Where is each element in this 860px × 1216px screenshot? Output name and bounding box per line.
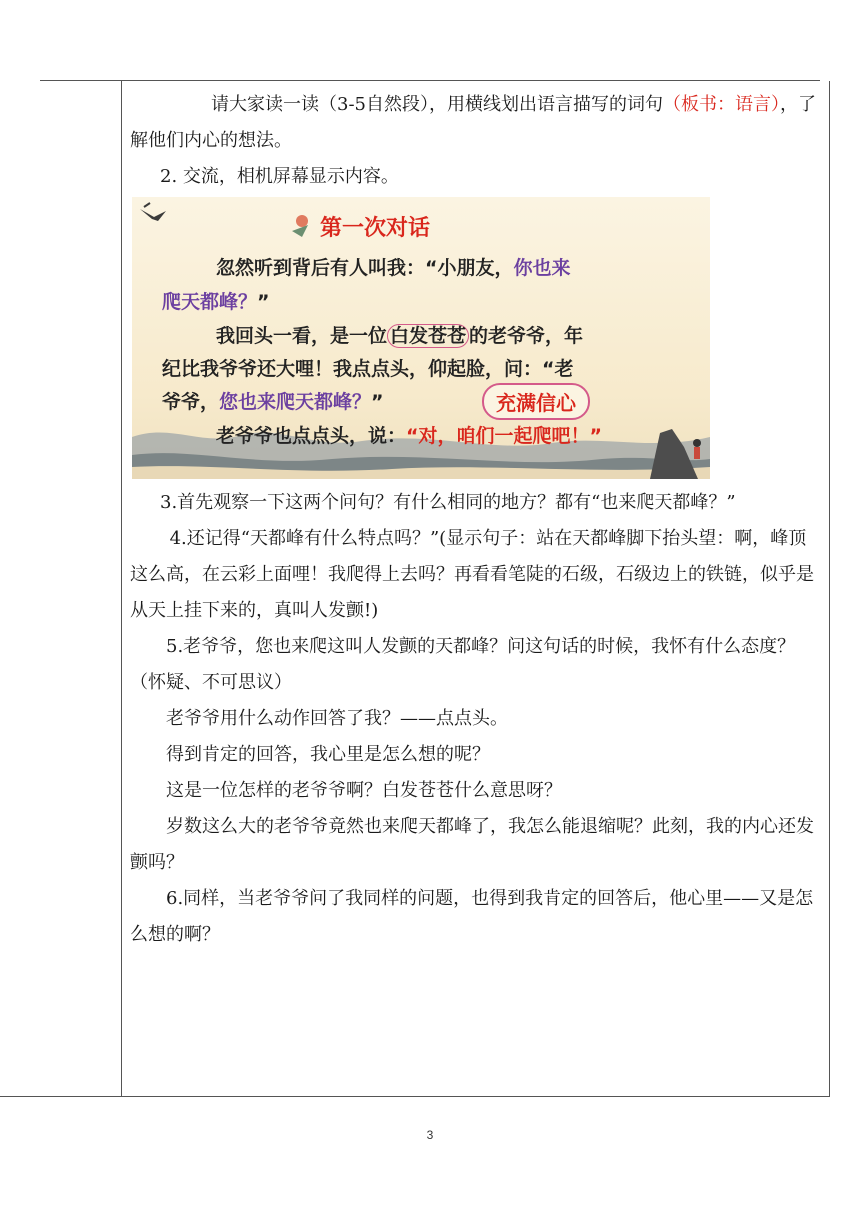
paragraph-instruction [130,87,822,159]
bird-icon [140,203,166,221]
slide-text: 爷爷， [162,391,220,413]
slide-text: 忽然听到背后有人叫我：“小朋友， [216,257,514,279]
slide-line-4: 纪比我爷爷还大哩！我点点头，仰起脸，问：“老 [162,358,574,380]
slide-line-3 [216,321,583,351]
instruction-tail: ，了解他们内心的想法。 [130,94,816,151]
lesson-table [0,81,830,1097]
slide-text: 老爷爷也点点头，说： [216,425,407,447]
paragraph-step-2: 2. 交流，相机屏幕显示内容。 [160,166,399,187]
paragraph-question-1: 老爷爷用什么动作回答了我？——点点头。 [166,708,508,729]
paragraph-step-4: 4.还记得“天都峰有什么特点吗？”(显示句子：站在天都峰脚下抬头望：啊，峰顶这么高，在云彩上面哩！我爬得上去吗？再看看笔陡的石级，石级边上的铁链，似乎是从天上挂下来的，真叫人发颤!) [130,528,814,621]
lesson-content [130,87,822,953]
slide-purple-text: 您也来爬天都峰？ [219,391,372,413]
paragraph-question-4: 岁数这么大的老爷爷竟然也来爬天都峰了，我怎么能退缩呢？此刻，我的内心还发颤吗？ [130,816,814,873]
slide-title: 第一次对话 [320,216,431,241]
paragraph-question-3: 这是一位怎样的老爷爷啊？白发苍苍什么意思呀？ [166,780,562,801]
slide-text: ” [371,391,384,413]
slide-text: 的老爷爷，年 [469,325,584,347]
instruction-text: 请大家读一读（3-5自然段），用横线划出语言描写的词句 [211,94,663,115]
slide-image [132,197,710,479]
page-number: 3 [426,1128,434,1142]
slide-red-text: “对，咱们一起爬吧！” [406,425,602,447]
slide-text: ” [257,291,270,313]
kite-icon [292,215,308,237]
slide-line-6 [216,421,602,451]
blackboard-note: （板书：语言） [662,94,780,115]
paragraph-step-5: 5.老爷爷，您也来爬这叫人发颤的天都峰？问这句话的时候，我怀有什么态度？（怀疑、不可思议） [130,636,796,693]
paragraph-question-2: 得到肯定的回答，我心里是怎么想的呢？ [166,744,490,765]
slide-purple-text: 爬天都峰？ [162,291,258,313]
slide-line-1 [216,253,571,283]
column-divider [121,81,122,1096]
slide-purple-text: 你也来 [513,257,571,279]
slide-line-2 [162,287,270,317]
slide-line-5 [162,387,384,417]
paragraph-step-3: 3.首先观察一下这两个问句？有什么相同的地方？都有“也来爬天都峰？” [160,492,736,513]
confidence-badge: 充满信心 [482,383,590,420]
paragraph-step-6: 6.同样，当老爷爷问了我同样的问题，也得到我肯定的回答后，他心里——又是怎么想的啊？ [130,888,814,945]
slide-text: 我回头一看，是一位 [216,325,388,347]
circled-phrase: 白发苍苍 [387,324,469,348]
